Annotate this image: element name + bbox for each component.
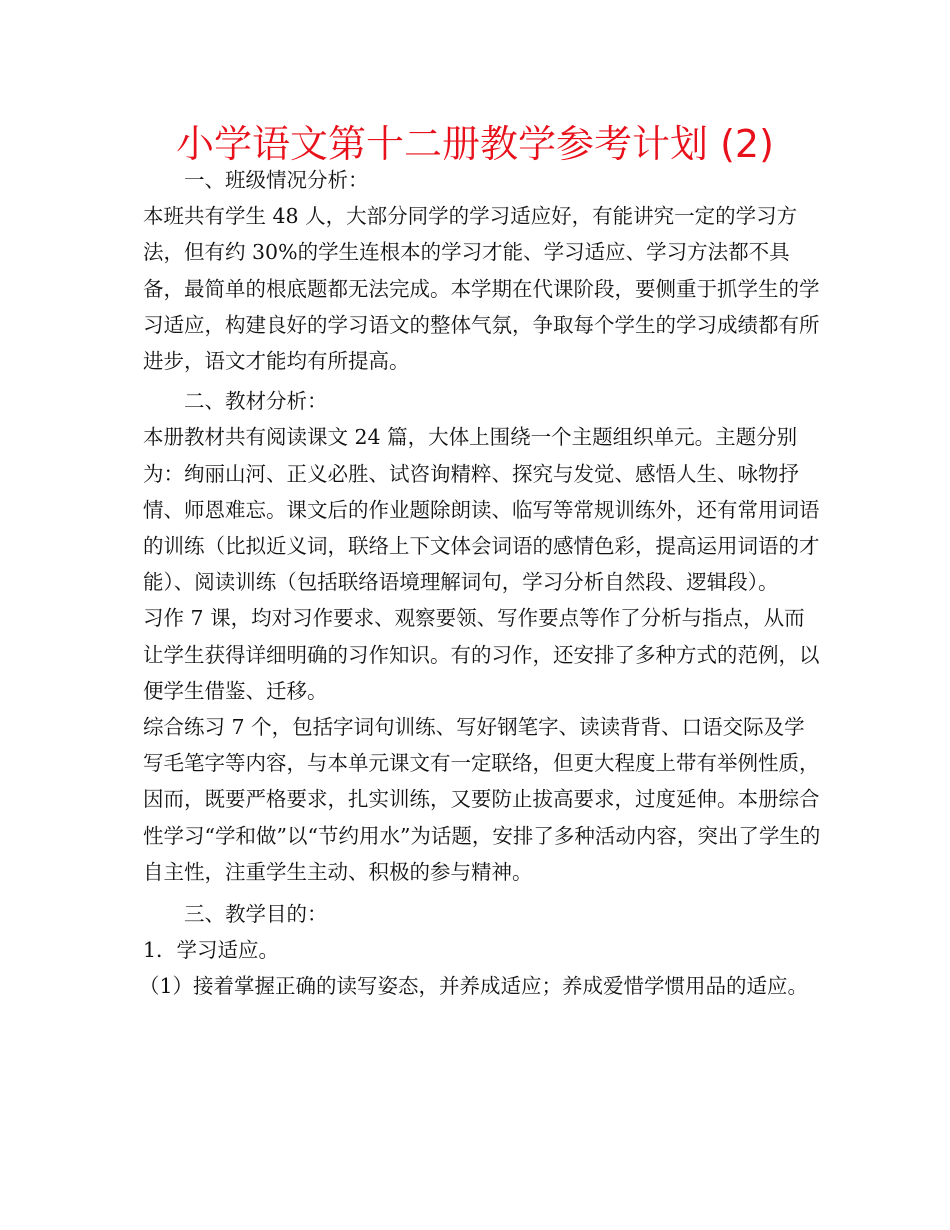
section-heading-textbook-analysis: 二、教材分析： (184, 389, 328, 414)
list-item-reading-posture: （1）接着掌握正确的读写姿态，并养成适应；养成爱惜学惯用品的适应。 (139, 974, 809, 999)
document-title: 小学语文第十二册教学参考计划 (2) (176, 122, 774, 166)
document-body (139, 162, 823, 1005)
section-heading-class-analysis: 一、班级情况分析： (184, 168, 369, 192)
paragraph-textbook-writing: 习作 7 课，均对习作要求、观察要领、写作要点等作了分析与指点，从而让学生获得详细明确的习作知识。有的习作，还安排了多种方式的范例，以便学生借鉴、迁移。 (143, 606, 820, 703)
list-item-study-habits: 1．学习适应。 (143, 938, 280, 963)
section-heading-teaching-goals: 三、教学目的： (184, 902, 328, 927)
paragraph-textbook-reading: 本册教材共有阅读课文 24 篇，大体上围绕一个主题组织单元。主题分别为：绚丽山河、正义必胜、试咨询精粹、探究与发觉、感悟人生、咏物抒情、师恩难忘。课文后的作业题除朗读、临写等常规训练外，还有常用词语的训练（比拟近义词，联络上下文体会词语的感情色彩，提高运用词语的才能）、阅读训练（包括联络语境理解词句，学习分析自然段、逻辑段）。 (143, 425, 820, 595)
paragraph-class-analysis: 本班共有学生 48 人，大部分同学的学习适应好，有能讲究一定的学习方法，但有约 30%的学生连根本的学习才能、学习适应、学习方法都不具备，最简单的根底题都无法完成。本学期在代课阶段，要侧重于抓学生的学习适应，构建良好的学习语文的整体气氛，争取每个学生的学习成绩都有所进步，语文才能均有所提高。 (143, 204, 820, 374)
paragraph-textbook-exercises: 综合练习 7 个，包括字词句训练、写好钢笔字、读读背背、口语交际及学写毛笔字等内容，与本单元课文有一定联络，但更大程度上带有举例性质，因而，既要严格要求，扎实训练，又要防止拔高要求，过度延伸。本册综合性学习“学和做”以“节约用水”为话题，安排了多种活动内容，突出了学生的自主性，注重学生主动、积极的参与精神。 (143, 715, 821, 884)
